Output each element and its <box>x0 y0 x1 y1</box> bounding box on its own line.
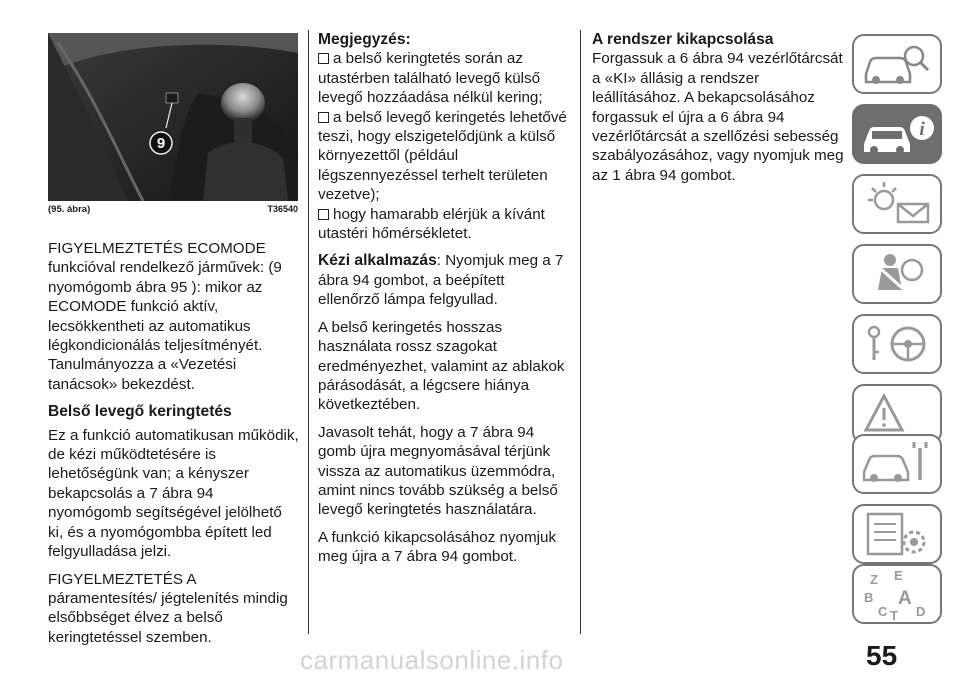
nav-tab-maintenance[interactable] <box>852 434 942 494</box>
index-letter: C <box>878 604 888 619</box>
index-letter: T <box>890 608 898 622</box>
figure-caption <box>48 204 298 215</box>
nav-tab-starting-driving[interactable] <box>852 314 942 374</box>
manual-use-text: : Nyomjuk meg a 7 ábra 94 gombot, a beépített ellenőrző lámpa felgyullad. <box>318 252 564 309</box>
alphabet-index-icon <box>854 566 940 622</box>
note-bullet-1-first: a belső keringtetés során az <box>333 50 523 68</box>
caption-label: (95. ábra) <box>48 204 91 215</box>
note-bullet-2 <box>318 108 570 127</box>
car-info-icon <box>854 106 940 162</box>
car-wrench-icon <box>854 436 940 492</box>
column-1 <box>48 239 300 655</box>
nav-tab-vehicle-knowledge[interactable] <box>852 34 942 94</box>
callout-number: 9 <box>156 135 166 152</box>
long-use-paragraph: A belső keringetés hosszas használata rossz szagokat eredményezhet, valamint az ablakok párásodását, a légcsere hiánya következtében. <box>318 318 565 414</box>
index-letter: A <box>898 588 912 609</box>
note-bullet-1-rest: utastérben található levegő külső levegő hozzáadása nélkül kering; <box>318 69 543 107</box>
recirculation-paragraph: Ez a funkció automatikusan működik, de kézi működtetésére is lehetőségünk van; a kényszer bekapcsolás a 7 ábra 94 nyomógomb segítségével jelölhető ki, és a nyomógombba épített led felgyulladása jelzi. <box>48 426 299 561</box>
column-divider-2 <box>580 30 581 634</box>
switch-off-function-paragraph: A funkció kikapcsolásához nyomjuk meg újra a 7 ábra 94 gombot. <box>318 528 557 566</box>
nav-tab-safety[interactable] <box>852 244 942 304</box>
section-heading-recirculation: Belső levegő keringtetés <box>48 403 232 421</box>
nav-tab-index[interactable] <box>852 564 942 624</box>
bullet-square-icon <box>318 112 329 123</box>
note-bullet-3-rest: utastéri hőmérsékletet. <box>318 225 472 243</box>
shutdown-paragraph: Forgassuk a 6 ábra 94 vezérlőtárcsát a «KI» állásig a rendszer leállításához. A bekapcsolásához forgassuk el újra a 6 ábra 94 vezérlőtárcsát a szellőzési sebesség szabályozásához, vagy nyomjuk meg az 1 ábra 94 gombot. <box>592 50 844 184</box>
column-2 <box>318 30 570 575</box>
index-letter: E <box>894 568 903 583</box>
gear-shift-illustration <box>48 33 298 201</box>
section-heading-shutdown: A rendszer kikapcsolása <box>592 31 774 48</box>
column-divider-1 <box>308 30 309 634</box>
note-heading: Megjegyzés: <box>318 31 411 48</box>
key-steering-wheel-icon <box>854 316 940 372</box>
note-bullet-2-first: a belső levegő keringetés lehetővé <box>333 108 567 126</box>
ecomode-warning: FIGYELMEZTETÉS ECOMODE funkcióval rendelkező járművek: (9 nyomógomb ábra 95 ): mikor az ECOMODE funkció aktív, lecsökkentheti az automatikus légkondicionálás teljesítményét. Tanulmányozza a «Vezetési tanácsok» bekezdést. <box>48 240 282 393</box>
index-letter: D <box>916 604 926 619</box>
car-search-icon <box>854 36 940 92</box>
warning-light-mail-icon <box>854 176 940 232</box>
bullet-square-icon <box>318 53 329 64</box>
index-letter: B <box>864 590 874 605</box>
note-bullet-1 <box>318 49 570 68</box>
nav-tab-technical-data[interactable] <box>852 504 942 564</box>
seatbelt-airbag-icon <box>854 246 940 302</box>
ecomode-button <box>166 93 178 103</box>
bullet-square-icon <box>318 209 329 220</box>
figure-photo <box>48 33 298 201</box>
return-auto-paragraph: Javasolt tehát, hogy a 7 ábra 94 gomb újra megnyomásával térjünk vissza az automatikus üzemmódra, amint nincs tovább szükség a belső levegő keringtetés használatára. <box>318 423 558 519</box>
watermark: carmanualsonline.info <box>300 645 564 675</box>
manual-use-paragraph <box>318 251 570 309</box>
defrost-warning: FIGYELMEZTETÉS A páramentesítés/ jégtelenítés mindig elsőbbséget élvez a belső keringtetéssel szemben. <box>48 570 288 646</box>
nav-tab-vehicle-info[interactable] <box>852 104 942 164</box>
nav-tab-lights-messages[interactable] <box>852 174 942 234</box>
caption-code: T36540 <box>267 204 298 214</box>
checklist-gear-icon <box>854 506 940 562</box>
note-bullet-3 <box>318 205 570 224</box>
gear-knob <box>221 83 265 123</box>
column-3 <box>592 30 844 193</box>
manual-use-label: Kézi alkalmazás <box>318 252 437 270</box>
page-number: 55 <box>866 640 898 671</box>
svg-text:i: i <box>919 119 925 140</box>
note-bullet-3-first: hogy hamarabb elérjük a kívánt <box>333 205 545 223</box>
note-bullet-2-rest: teszi, hogy elszigetelődjünk a külső környezettől (például légszennyezéssel terhelt területen vezetve); <box>318 128 556 204</box>
index-letter: Z <box>870 572 878 587</box>
